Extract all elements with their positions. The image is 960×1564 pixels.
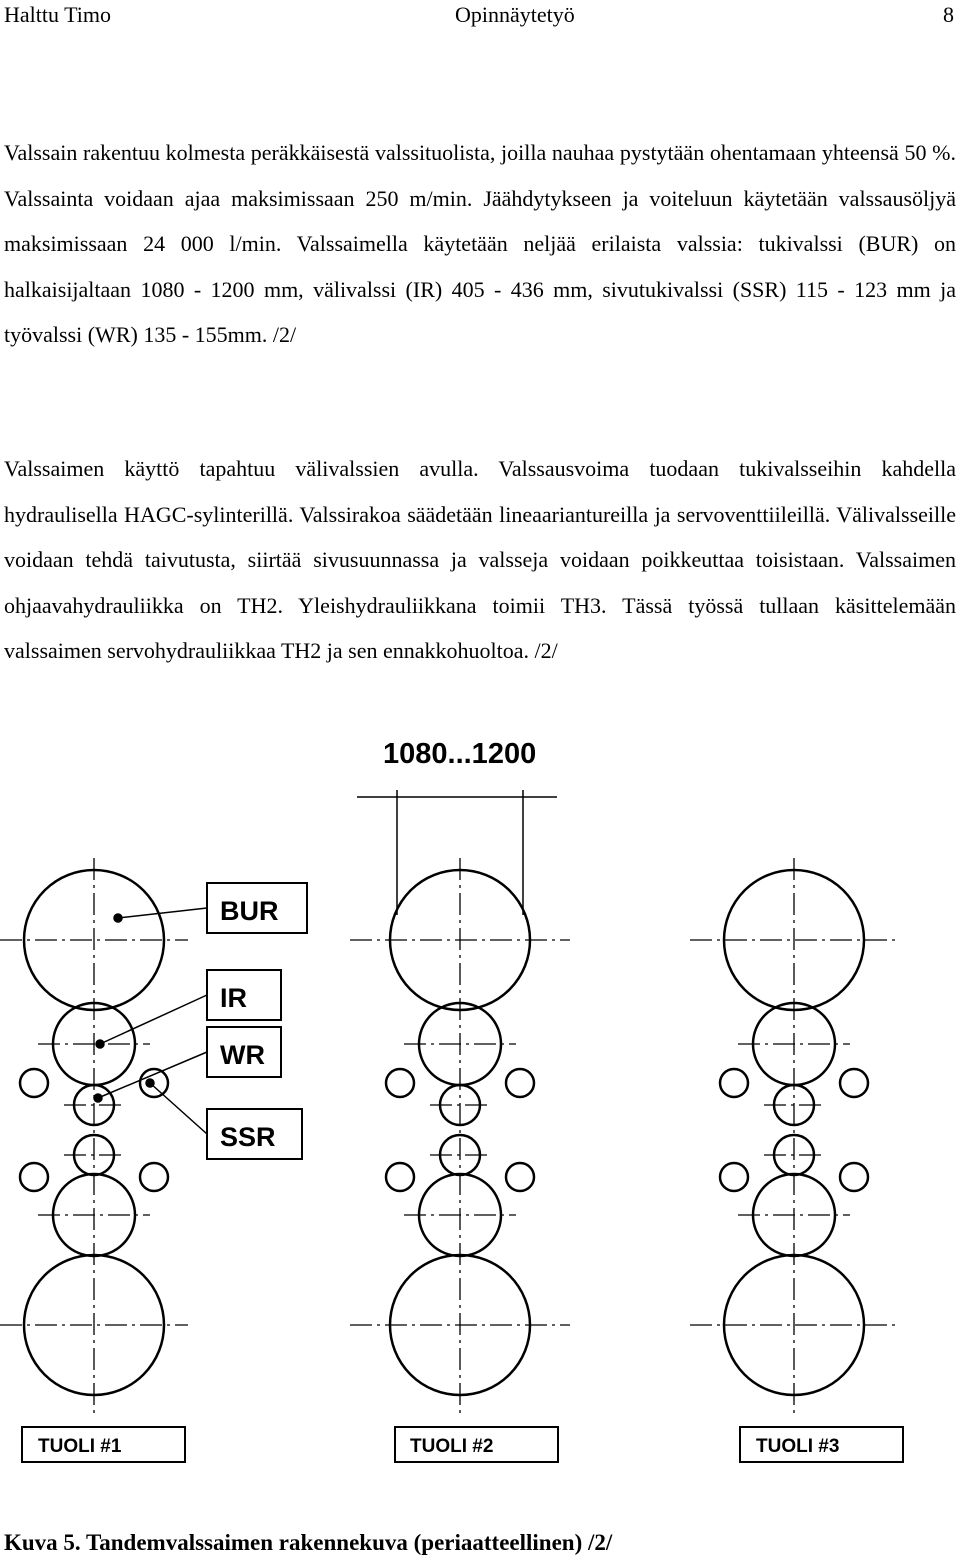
rolling-mill-diagram xyxy=(0,730,960,1530)
dimension-label: 1080...1200 xyxy=(383,738,537,770)
stand2-ssr xyxy=(386,1069,414,1097)
ssr-label: SSR xyxy=(220,1122,276,1152)
stand3-ssr xyxy=(840,1069,868,1097)
header-doc-type: Opinnäytetyö xyxy=(455,2,575,27)
stand2-label: TUOLI #2 xyxy=(410,1436,494,1457)
leader-lines xyxy=(94,908,207,1134)
paragraph-2: Valssaimen käyttö tapahtuu välivalssien avulla. Valssausvoima tuodaan tukivalsseihin kahdella hydraulisella HAGC-sylinterillä. Valssirakoa säädetään lineaariantureilla ja servoventtiileillä. Välivalsseille voidaan tehdä taivutusta, siirtää sivusuunnassa ja valsseja voidaan poikkeuttaa toisistaan. Valssaimen ohjaavahydrauliikka on TH2. Yleishydrauliikkana toimii TH3. Tässä työssä tullaan käsittelemään valssaimen servohydrauliikkaa TH2 ja sen ennakkohuoltoa. /2/ xyxy=(4,456,956,663)
page-header xyxy=(0,0,960,30)
stand2-ssr xyxy=(506,1069,534,1097)
paragraph-1: Valssain rakentuu kolmesta peräkkäisestä valssituolista, joilla nauhaa pystytään ohentamaan yhteensä 50 %. Valssainta voidaan ajaa maksimissaan 250 m/min. Jäähdytykseen ja voiteluun käytetään valssausöljyä maksimissaan 24 000 l/min. Valssaimella käytetään neljää erilaista valssia: tukivalssi (BUR) on halkaisijaltaan 1080 - 1200 mm, välivalssi (IR) 405 - 436 mm, sivutukivalssi (SSR) 115 - 123 mm ja työvalssi (WR) 135 - 155mm. /2/ xyxy=(4,140,956,347)
header-page-number: 8 xyxy=(943,2,954,27)
ir-label: IR xyxy=(220,983,247,1013)
stand3-ssr xyxy=(720,1163,748,1191)
stand1-ssr xyxy=(20,1069,48,1097)
stand2-ssr xyxy=(506,1163,534,1191)
stand1-label: TUOLI #1 xyxy=(38,1436,122,1457)
wr-label: WR xyxy=(220,1040,265,1070)
rolling-mill-figure xyxy=(0,730,960,1530)
stand1-ssr xyxy=(140,1163,168,1191)
bur-label: BUR xyxy=(220,896,279,926)
stand2-ssr xyxy=(386,1163,414,1191)
figure-caption: Kuva 5. Tandemvalssaimen rakennekuva (periaatteellinen) /2/ xyxy=(4,1530,613,1555)
stand3-ssr xyxy=(720,1069,748,1097)
header-author: Halttu Timo xyxy=(4,2,111,27)
stand3-label: TUOLI #3 xyxy=(756,1436,840,1457)
stand1-ssr xyxy=(20,1163,48,1191)
stand3-ssr xyxy=(840,1163,868,1191)
